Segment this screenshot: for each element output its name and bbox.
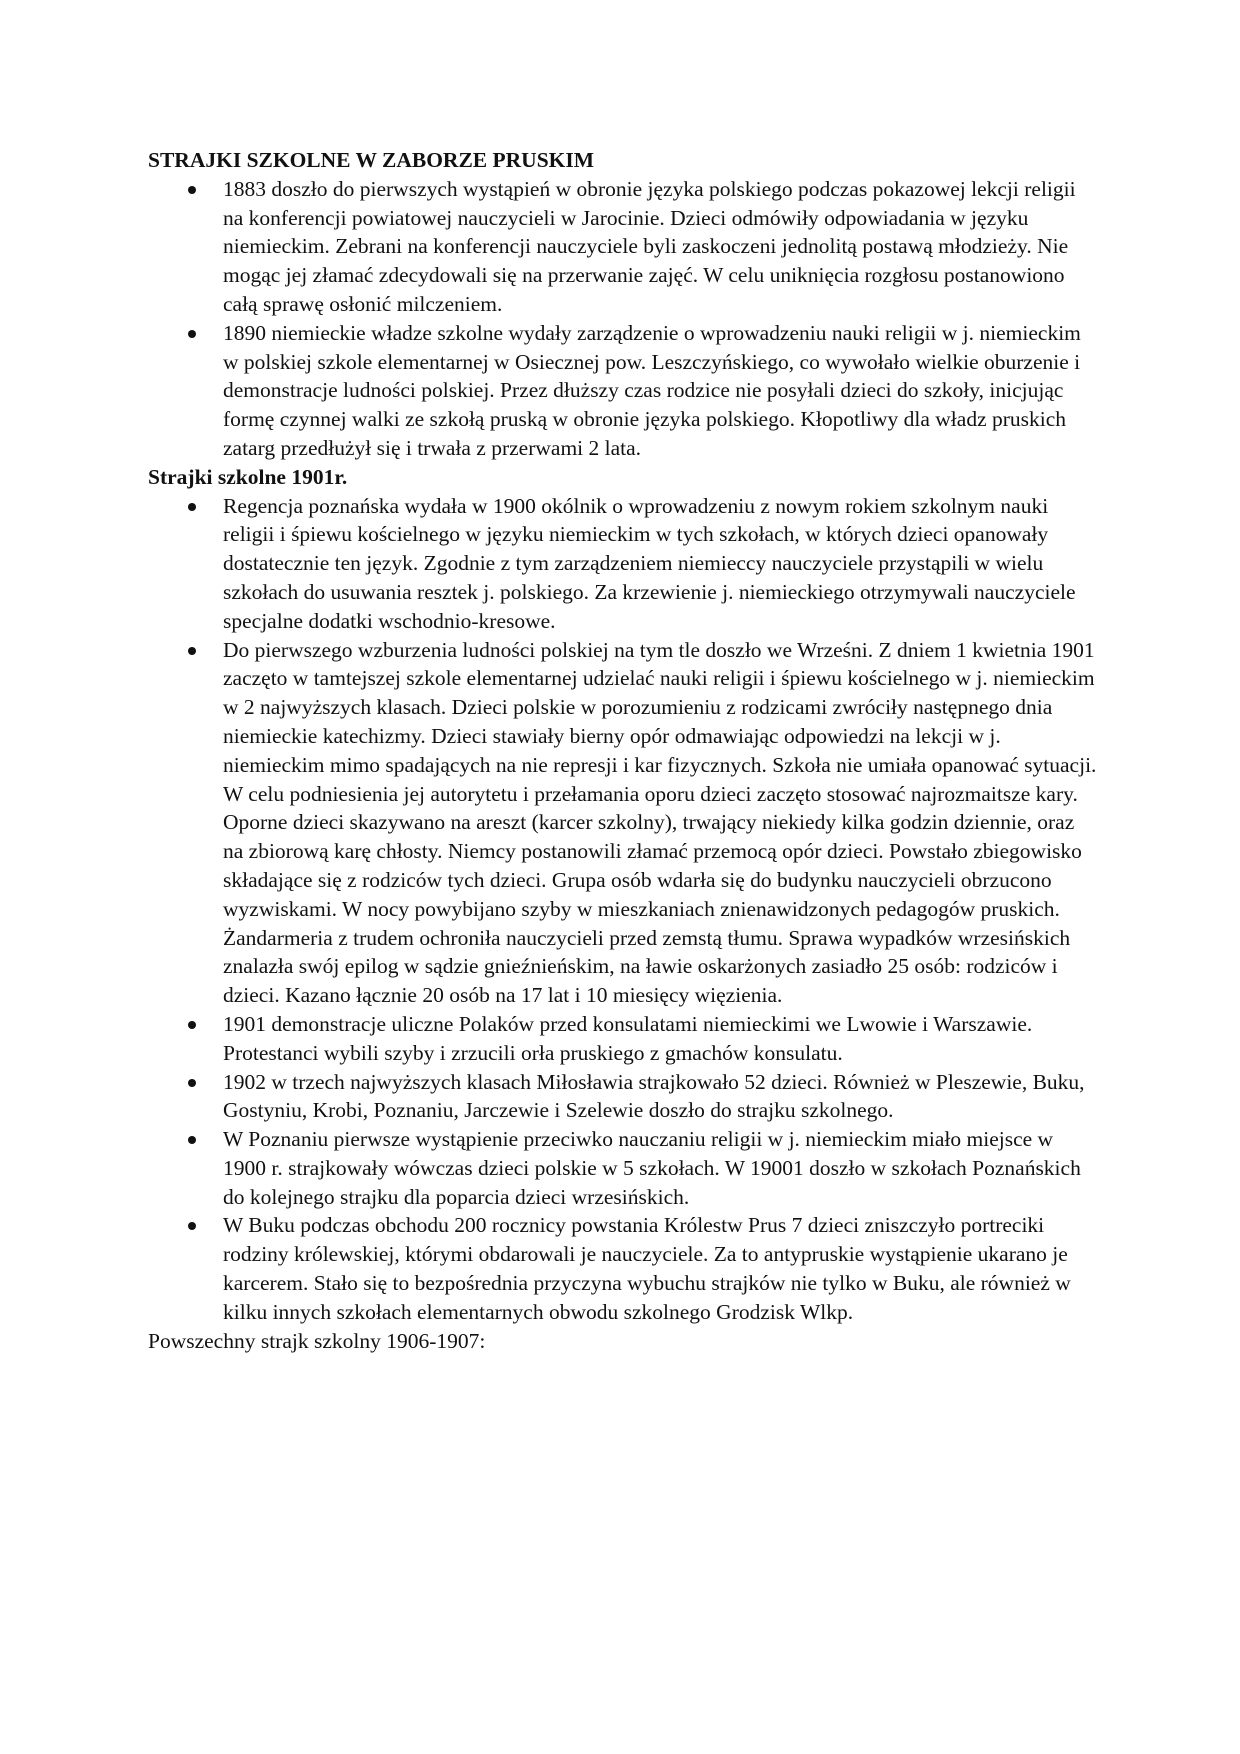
bullet-dot-icon [188, 186, 196, 194]
list-item [148, 1068, 1098, 1126]
list-item [148, 175, 1098, 319]
section-heading-strajki-szkolne-w-zaborze-pruskim: STRAJKI SZKOLNE W ZABORZE PRUSKIM [148, 148, 595, 172]
section-heading-strajki-szkolne-1901: Strajki szkolne 1901r. [148, 464, 348, 489]
list-item [148, 319, 1098, 463]
list-item-text: Regencja poznańska wydała w 1900 okólnik o wprowadzeniu z nowym rokiem szkolnym nauki religii i śpiewu kościelnego w języku niemieckim w tych szkołach, w których dzieci opanowały dostatecznie ten język. Zgodnie z tym zarządzeniem niemieccy nauczyciele przystąpili w wielu szkołach do usuwania resztek j. polskiego. Za krzewienie j. niemieckiego otrzymywali nauczyciele specjalne dodatki wschodnio-kresowe. [223, 493, 1076, 633]
section-heading-powszechny-strajk-szkolny: Powszechny strajk szkolny 1906-1907: [148, 1328, 486, 1353]
bullet-list-section-1 [148, 175, 1098, 463]
bullet-dot-icon [188, 330, 196, 338]
bullet-dot-icon [188, 1079, 196, 1087]
list-item [148, 1125, 1098, 1211]
document-page [148, 146, 1098, 1355]
bullet-dot-icon [188, 647, 196, 655]
list-item-text: 1901 demonstracje uliczne Polaków przed konsulatami niemieckimi we Lwowie i Warszawie. Protestanci wybili szyby i zrzucili orła pruskiego z gmachów konsulatu. [223, 1011, 1033, 1065]
list-item [148, 1211, 1098, 1326]
list-item [148, 636, 1098, 1010]
bullet-list-section-2 [148, 492, 1098, 1327]
list-item-text: W Buku podczas obchodu 200 rocznicy powstania Królestw Prus 7 dzieci zniszczyło portreciki rodziny królewskiej, którymi obdarowali je nauczyciele. Za to antypruskie wystąpienie ukarano je karcerem. Stało się to bezpośrednia przyczyna wybuchu strajków nie tylko w Buku, ale również w kilku innych szkołach elementarnych obwodu szkolnego Grodzisk Wlkp. [223, 1213, 1071, 1324]
bullet-dot-icon [188, 1136, 196, 1144]
list-item-text: 1902 w trzech najwyższych klasach Miłosławia strajkowało 52 dzieci. Również w Pleszewie, Buku, Gostyniu, Krobi, Poznaniu, Jarczewie i Szelewie doszło do strajku szkolnego. [223, 1069, 1085, 1123]
list-item-text: Do pierwszego wzburzenia ludności polskiej na tym tle doszło we Wrześni. Z dniem 1 kwietnia 1901 zaczęto w tamtejszej szkole elementarnej udzielać nauki religii i śpiewu kościelnego w j. niemieckim w 2 najwyższych klasach. Dzieci polskie w porozumieniu z rodzicami zwróciły następnego dnia niemieckie katechizmy. Dzieci stawiały bierny opór odmawiając odpowiedzi na lekcji w j. niemieckim mimo spadających na nie represji i kar fizycznych. Szkoła nie umiała opanować sytuacji. W celu podniesienia jej autorytetu i przełamania oporu dzieci zaczęto stosować najrozmaitsze kary. Oporne dzieci skazywano na areszt (karcer szkolny), trwający niekiedy kilka godzin dziennie, oraz na zbiorową karę chłosty. Niemcy postanowili złamać przemocą opór dzieci. Powstało zbiegowisko składające się z rodziców tych dzieci. Grupa osób wdarła się do budynku nauczycieli obrzucono wyzwiskami. W nocy powybijano szyby w mieszkaniach znienawidzonych pedagogów pruskich. Żandarmeria z trudem ochroniła nauczycieli przed zemstą tłumu. Sprawa wypadków wrzesińskich znalazła swój epilog w sądzie gnieźnieńskim, na ławie oskarżonych zasiadło 25 osób: rodziców i dzieci. Kazano łącznie 20 osób na 17 lat i 10 miesięcy więzienia. [223, 637, 1097, 1008]
bullet-dot-icon [188, 1021, 196, 1029]
list-item-text: 1890 niemieckie władze szkolne wydały zarządzenie o wprowadzeniu nauki religii w j. niemieckim w polskiej szkole elementarnej w Osiecznej pow. Leszczyńskiego, co wywołało wielkie oburzenie i demonstracje ludności polskiej. Przez dłuższy czas rodzice nie posyłali dzieci do szkoły, inicjując formę czynnej walki ze szkołą pruską w obronie języka polskiego. Kłopotliwy dla władz pruskich zatarg przedłużył się i trwała z przerwami 2 lata. [223, 320, 1081, 460]
list-item-text: W Poznaniu pierwsze wystąpienie przeciwko nauczaniu religii w j. niemieckim miało miejsce w 1900 r. strajkowały wówczas dzieci polskie w 5 szkołach. W 19001 doszło w szkołach Poznańskich do kolejnego strajku dla poparcia dzieci wrzesińskich. [223, 1127, 1081, 1209]
list-item-text: 1883 doszło do pierwszych wystąpień w obronie języka polskiego podczas pokazowej lekcji religii na konferencji powiatowej nauczycieli w Jarocinie. Dzieci odmówiły odpowiadania w języku niemieckim. Zebrani na konferencji nauczyciele byli zaskoczeni jednolitą postawą młodzieży. Nie mogąc jej złamać zdecydowali się na przerwanie zajęć. W celu uniknięcia rozgłosu postanowiono całą sprawę osłonić milczeniem. [223, 176, 1076, 316]
bullet-dot-icon [188, 1222, 196, 1230]
list-item [148, 1010, 1098, 1068]
bullet-dot-icon [188, 503, 196, 511]
list-item [148, 492, 1098, 636]
